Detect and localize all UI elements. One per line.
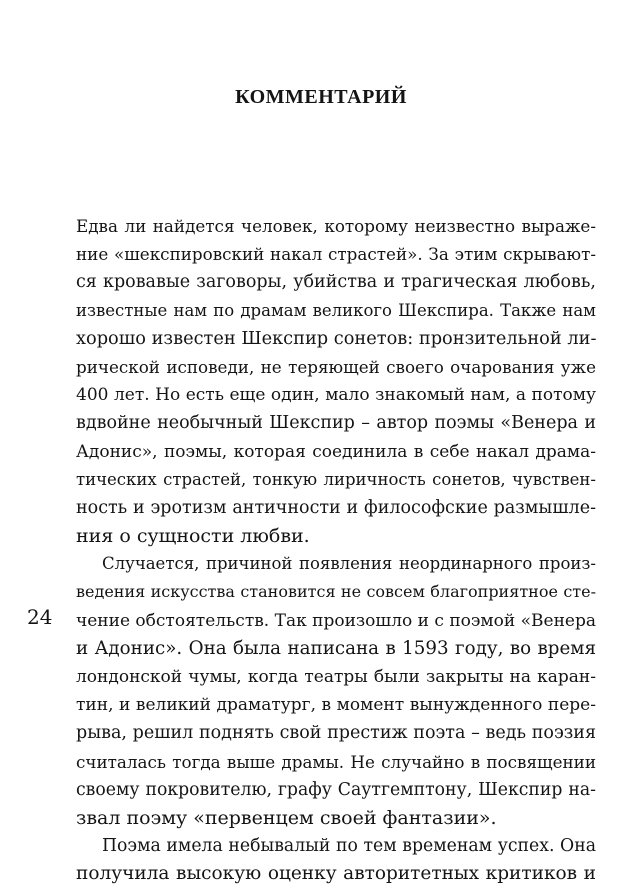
text-line: рыва, решил поднять свой престиж поэта – ведь поэзия [76, 723, 596, 744]
text-line: Случается, причиной появления неординарного произ- [102, 554, 596, 574]
text-line: рической исповеди, не теряющей своего очарования уже [76, 356, 596, 377]
text-line: чение обстоятельств. Так произошло и с поэмой «Венера [76, 610, 596, 631]
paragraph-2 [76, 550, 596, 832]
text-line: хорошо известен Шекспир сонетов: пронзительной ли- [76, 328, 597, 349]
paragraph-3 [76, 832, 596, 888]
text-line: Адонис», поэмы, которая соединила в себе накал драма- [76, 441, 596, 462]
text-line: лондонской чумы, когда театры были закрыты на каран- [76, 667, 596, 687]
text-line: и Адонис». Она была написана в 1593 году, во время [76, 637, 596, 659]
page-number: 24 [27, 605, 53, 629]
text-line: ние «шекспировский накал страстей». За этим скрывают- [76, 244, 596, 265]
text-line: известные нам по драмам великого Шекспира. Также нам [76, 300, 596, 320]
page-title: КОММЕНТАРИЙ [235, 86, 407, 108]
text-line: Поэма имела небывалый по тем временам успех. Она [102, 836, 596, 857]
text-line: Едва ли найдется человек, которому неизвестно выраже- [76, 216, 596, 236]
text-line: вдвойне необычный Шекспир – автор поэмы «Венера и [76, 413, 596, 434]
text-line: 400 лет. Но есть еще один, мало знакомый нам, а потому [76, 385, 596, 406]
text-line: получила высокую оценку авторитетных критиков и [76, 863, 596, 885]
text-line: ся кровавые заговоры, убийства и трагическая любовь, [76, 272, 596, 293]
text-line: ведения искусства становится не совсем благоприятное сте- [76, 582, 596, 602]
text-line: считалась тогда выше драмы. Не случайно в посвящении [76, 751, 596, 772]
text-line: тических страстей, тонкую лиричность сонетов, чувствен- [76, 469, 596, 489]
paragraph-1 [76, 212, 596, 550]
text-line: своему покровителю, графу Саутгемптону, Шекспир на- [76, 779, 596, 800]
text-line: звал поэму «первенцем своей фантазии». [76, 806, 497, 829]
text-line: ния о сущности любви. [76, 525, 310, 548]
body-text [76, 212, 596, 889]
text-line: тин, и великий драматург, в момент вынужденного пере- [76, 695, 596, 716]
text-line: ность и эротизм античности и философские размышле- [76, 497, 596, 518]
